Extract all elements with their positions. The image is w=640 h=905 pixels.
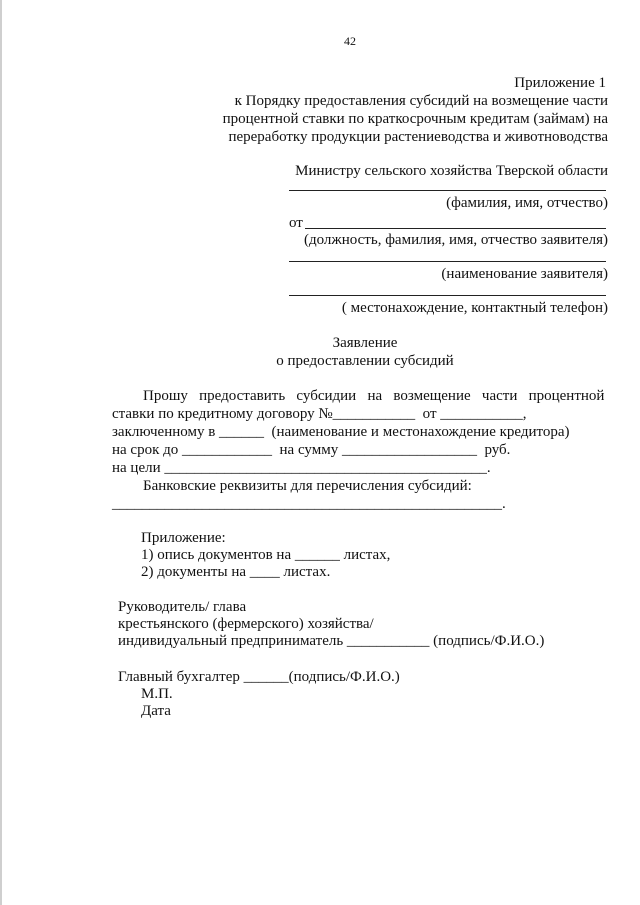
body-line-7: ____________________________________________________. [112,496,506,512]
appendix-line-1: к Порядку предоставления субсидий на возмещение части [234,93,608,109]
head-line-1: Руководитель/ глава [118,599,247,615]
addressee-to: Министру сельского хозяйства Тверской области [295,163,608,179]
document-subtitle: о предоставлении субсидий [276,353,454,369]
body-line-5: на цели ___________________________________________. [112,460,491,476]
appendix-line-3: переработку продукции растениеводства и животноводства [228,129,608,145]
name-blank-line [289,261,606,262]
body-line-4: на срок до ____________ на сумму __________________ руб. [112,442,511,458]
applicant-caption: (должность, фамилия, имя, отчество заявителя) [303,232,608,248]
head-line-3: индивидуальный предприниматель ___________ (подпись/Ф.И.О.) [118,633,545,649]
attachment-item-1: 1) опись документов на ______ листах, [141,547,391,563]
accountant-line: Главный бухгалтер ______(подпись/Ф.И.О.) [118,669,400,685]
body-line-2: ставки по кредитному договору №___________ от ___________, [112,406,527,422]
appendix-line-2: процентной ставки по краткосрочным кредитам (займам) на [222,111,608,127]
location-caption: ( местонахождение, контактный телефон) [341,300,608,316]
name-caption: (наименование заявителя) [441,266,608,282]
appendix-title: Приложение 1 [514,75,606,91]
fio-caption: (фамилия, имя, отчество) [446,195,608,211]
from-label: от [289,215,303,231]
body-line-6: Банковские реквизиты для перечисления субсидий: [143,478,472,494]
body-line-1: Прошу предоставить субсидии на возмещение части процентной [143,388,605,404]
stamp-label: М.П. [141,686,173,702]
body-line-3: заключенному в ______ (наименование и местонахождение кредитора) [112,424,570,440]
head-line-2: крестьянского (фермерского) хозяйства/ [118,616,374,632]
page-number: 42 [344,34,356,48]
attachment-item-2: 2) документы на ____ листах. [141,564,331,580]
applicant-blank-line [305,228,606,229]
fio-blank-line [289,190,606,191]
page-left-edge [0,0,2,905]
document-title: Заявление [332,335,398,351]
date-label: Дата [141,703,171,719]
location-blank-line [289,295,606,296]
attachments-title: Приложение: [141,530,226,546]
